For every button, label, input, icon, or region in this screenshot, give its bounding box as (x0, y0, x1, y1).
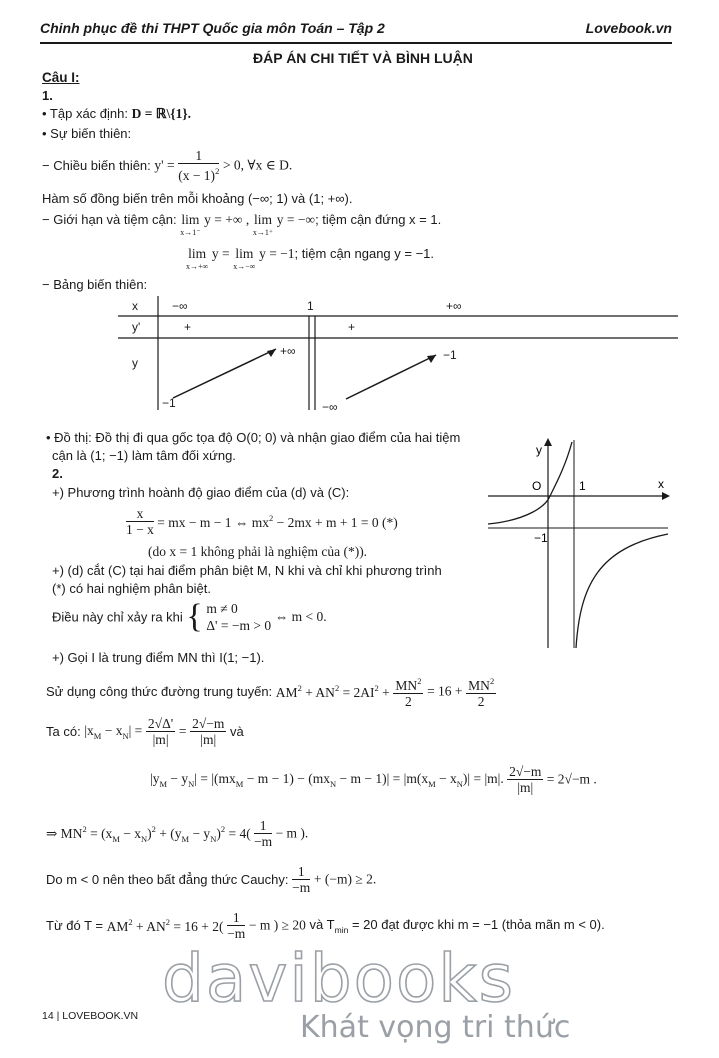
table-x-left: −∞ (172, 299, 188, 313)
limit-4 (233, 246, 255, 271)
table-x-mid: 1 (307, 299, 314, 313)
limit-1-value: y = +∞ , (204, 212, 250, 227)
table-arrowhead-left (267, 349, 276, 357)
ydiff-part-1: = |(mx (200, 770, 236, 786)
median-plus: + (382, 684, 390, 700)
lim-word: lim (253, 212, 272, 227)
final-min-sub: min (334, 924, 349, 935)
median-fraction-1 (393, 674, 423, 709)
xdiff-frac-a (146, 716, 175, 747)
median-an-sq: 2 (334, 682, 340, 693)
and-word: và (229, 724, 244, 739)
page-footer: 14 | LOVEBOOK.VN (42, 1010, 139, 1022)
table-y-right-low: −∞ (322, 400, 338, 414)
graph-origin-label: O (532, 479, 542, 493)
lim-word: lim (188, 246, 207, 261)
mn-sq-rhs-6: − m ). (275, 825, 309, 841)
derivative-den-exponent: 2 (215, 166, 220, 176)
cauchy-frac-den: −m (292, 880, 311, 895)
domain-expr: D = ℝ\{1}. (131, 106, 192, 121)
section-title: ĐÁP ÁN CHI TIẾT VÀ BÌNH LUẬN (253, 50, 473, 66)
domain-line (42, 106, 191, 122)
final-frac-den: −m (227, 926, 246, 941)
condition-1: m ≠ 0 (206, 601, 238, 616)
final-tail-2: = 20 đạt được khi m = −1 (thỏa mãn m < 0). (351, 916, 605, 932)
table-arrow-right (346, 355, 436, 399)
function-graph (488, 436, 672, 652)
part2-line-2b: (*) có hai nghiệm phân biệt. (52, 581, 211, 596)
limits-line-2 (186, 246, 434, 271)
median-mn-sq: 2 (417, 676, 422, 686)
derivative-den-base: (x − 1) (178, 168, 216, 183)
ydiff-frac-num: 2√−m (509, 764, 542, 779)
part2-line-2a: +) (d) cắt (C) tại hai điểm phân biệt M, N khi và chỉ khi phương trình (52, 563, 442, 578)
xdiff-frac-b (190, 716, 226, 747)
graph-x-arrowhead (662, 492, 670, 500)
variation-label: • Sự biến thiên: (42, 126, 132, 141)
table-label: − Bảng biến thiên: (42, 277, 148, 292)
lim-2-sub: x→1⁺ (252, 228, 274, 237)
graph-text-line-2: cận là (1; −1) làm tâm đối xứng. (52, 448, 236, 463)
graph-y-arrowhead (544, 438, 552, 446)
median-frac-2-den: 2 (477, 694, 485, 709)
table-x-right: +∞ (446, 299, 462, 313)
final-line (46, 910, 605, 941)
table-arrow-left (173, 349, 276, 398)
final-am-sq: 2 (128, 916, 133, 927)
limit-4-value: y = −1 (259, 246, 295, 261)
table-yp-sign-left: + (184, 320, 192, 334)
table-y-left-high: +∞ (280, 344, 296, 358)
graph-x-label: x (658, 477, 664, 491)
limit-3-value: y = (211, 246, 230, 261)
final-frac (227, 910, 245, 941)
graph-text-line-1: • Đồ thị: Đồ thị đi qua gốc tọa độ O(0; 0) và nhận giao điểm của hai tiệm (46, 430, 461, 445)
page-header (40, 18, 672, 44)
mn-sq-frac-den: −m (254, 834, 273, 849)
mn-sq-rhs-5: = 4( (228, 825, 251, 841)
ydiff-part-2: − m − 1) − (mx (246, 770, 330, 786)
graph-left-branch (488, 442, 572, 524)
cauchy-rhs: + (−m) ≥ 2. (313, 871, 377, 887)
eq-note: (do x = 1 không phải là nghiệm của (*)). (148, 544, 368, 559)
part1-number: 1. (42, 88, 53, 103)
table-y-label: y (132, 356, 138, 370)
median-frac-2-num (466, 674, 496, 694)
intersection-equation (126, 506, 398, 537)
cauchy-line (46, 864, 376, 895)
xdiff-close: | = (128, 722, 143, 738)
condition-2: Δ' = −m > 0 (206, 618, 272, 633)
ydiff-part-4: )| = |m|. (462, 770, 504, 786)
lim-word: lim (181, 212, 200, 227)
mn-squared-line: ⇒ $MN^2 = (x_M - x_N)^2 + (y_M - y_N)^2 = 4$( $\frac{1}{-m}$ − m ). (46, 818, 309, 849)
header-title: Chinh phục đề thi THPT Quốc gia môn Toán – Tập 2 (40, 20, 385, 36)
part2-line-1: +) Phương trình hoành độ giao điểm của (d) và (C): (52, 485, 350, 500)
lim-3-sub: x→+∞ (186, 262, 209, 271)
eq-denominator: 1 − x (126, 522, 154, 537)
eq-rhs (157, 512, 398, 530)
derivative-rhs: > 0, ∀x ∈ D. (222, 157, 293, 173)
eq-numerator: x (126, 506, 154, 522)
xdiff-open: |x (84, 722, 94, 738)
median-line (46, 674, 496, 709)
cauchy-label: Do m < 0 nên theo bất đẳng thức Cauchy: (46, 872, 289, 887)
table-y-right-high: −1 (443, 348, 457, 362)
eq-rhs-part-1: = mx − m − 1 ⇔ mx (157, 514, 269, 530)
final-eq: = 16 + 2( (173, 918, 224, 934)
ta-co-label: Ta có: (46, 724, 81, 739)
median-label: Sử dụng công thức đường trung tuyến: (46, 684, 273, 699)
mn-sq-rhs-4: ) (216, 825, 221, 841)
derivative-lhs: y' = (154, 157, 175, 173)
median-mn: MN (395, 678, 418, 693)
ydiff-frac-den: |m| (517, 780, 534, 795)
mn-sq-lhs: ⇒ MN (46, 825, 83, 841)
median-am: AM (275, 684, 298, 700)
condition-brace: { (186, 598, 203, 635)
ydiff-part-3: − m − 1)| = |m(x (339, 770, 429, 786)
median-ai: = 2AI (342, 684, 375, 700)
median-fraction-2 (466, 674, 496, 709)
xdiff-frac-b-den: |m| (200, 732, 217, 747)
vertical-asymptote: ; tiệm cận đứng x = 1. (315, 212, 442, 227)
midpoint-line: +) Gọi I là trung điểm MN thì I(1; −1). (52, 650, 265, 665)
limits-line-1 (42, 212, 441, 237)
derivative-denominator (178, 164, 219, 183)
mn-sq-exp: 2 (82, 823, 87, 834)
condition-line (52, 600, 327, 634)
xdiff-frac-a-num: 2√Δ' (147, 716, 174, 731)
mn-sq-exp-2: 2 (151, 823, 156, 834)
eq-rhs-part-2: − 2mx + m + 1 = 0 (*) (276, 514, 398, 530)
watermark-brand: davibooks (162, 940, 515, 1017)
ydiff-end: = 2√−m . (546, 771, 597, 787)
mn-sq-frac (254, 818, 272, 849)
header-brand: Lovebook.vn (585, 20, 672, 36)
mn-sq-rhs-3: + (y (159, 825, 182, 841)
domain-label: • Tập xác định: (42, 106, 128, 121)
condition-cases (206, 600, 271, 634)
median-equals-16: = 16 + (427, 683, 463, 699)
graph-y-label: y (536, 443, 542, 457)
watermark-slogan: Khát vọng tri thức (300, 1010, 571, 1045)
ydiff-frac (507, 764, 543, 795)
limit-1 (180, 212, 200, 237)
cauchy-frac (292, 864, 310, 895)
graph-one-label: 1 (579, 479, 586, 493)
ydiff-line: $|y_M - y_N| = |(mx_M - m - 1) - (mx_N - m - 1)| = |m(x_M - x_N)| = |m|$. $\frac{2√-m}{|m|}$ = 2√−m . (150, 764, 597, 795)
direction-label: − Chiều biến thiên: (42, 158, 151, 173)
graph-right-branch (576, 534, 668, 648)
limit-2 (253, 212, 273, 237)
xdiff-line: Ta có: $|x_M - x_N|$ = $\frac{2√\Delta'}{|m|}$ = $\frac{2√-m}{|m|}$ và (46, 716, 244, 747)
table-x-label: x (132, 299, 138, 313)
variation-table-lines (118, 296, 678, 416)
eq-fraction (126, 506, 154, 537)
final-eq-2: − m ) ≥ 20 (248, 917, 306, 933)
median-frac-1-num (393, 674, 423, 694)
monotonic-statement: Hàm số đồng biến trên mỗi khoảng (−∞; 1) và (1; +∞). (42, 191, 353, 206)
final-tail: và T (309, 916, 335, 932)
condition-label: Điều này chỉ xảy ra khi (52, 609, 183, 625)
table-yp-label: y' (132, 320, 141, 334)
final-frac-num: 1 (227, 910, 245, 926)
lim-1-sub: x→1⁻ (180, 228, 201, 237)
final-an-sq: 2 (165, 916, 171, 927)
lim-word: lim (235, 246, 254, 261)
median-mn: MN (468, 678, 490, 693)
eq-square: 2 (268, 512, 274, 523)
final-label: Từ đó T = (46, 918, 104, 933)
final-an: + AN (136, 918, 166, 934)
xdiff-frac-a-den: |m| (152, 732, 169, 747)
table-y-left-low: −1 (162, 396, 176, 410)
mn-sq-rhs-2: ) (147, 825, 152, 841)
limit-3 (186, 246, 208, 271)
median-am-sq: 2 (297, 682, 302, 693)
table-yp-sign-right: + (348, 320, 356, 334)
mn-sq-exp-3: 2 (220, 823, 226, 834)
derivative-fraction (178, 148, 219, 183)
xdiff-expr: $|x_M - x_N|$ = (84, 722, 143, 741)
median-ai-sq: 2 (374, 682, 379, 693)
cauchy-frac-num: 1 (292, 864, 310, 880)
mn-sq-frac-num: 1 (254, 818, 272, 834)
mn-sq-rhs-1: = (x (90, 825, 113, 841)
limit-2-value: y = −∞ (276, 212, 316, 227)
question-label: Câu I: (42, 70, 80, 85)
xdiff-frac-b-num: 2√−m (192, 716, 225, 731)
horizontal-asymptote: ; tiệm cận ngang y = −1. (294, 246, 435, 261)
final-am: AM (106, 918, 129, 934)
lim-4-sub: x→−∞ (233, 262, 256, 271)
median-equation (275, 682, 390, 700)
direction-line (42, 148, 292, 183)
part2-number: 2. (52, 466, 63, 481)
median-mn-sq: 2 (489, 676, 495, 686)
median-an: + AN (305, 684, 335, 700)
limits-label: − Giới hạn và tiệm cận: (42, 212, 177, 227)
derivative-numerator: 1 (178, 148, 219, 164)
graph-minus-one-label: −1 (534, 531, 548, 545)
condition-result: ⇔ m < 0. (274, 609, 327, 624)
median-frac-1-den: 2 (405, 694, 412, 709)
